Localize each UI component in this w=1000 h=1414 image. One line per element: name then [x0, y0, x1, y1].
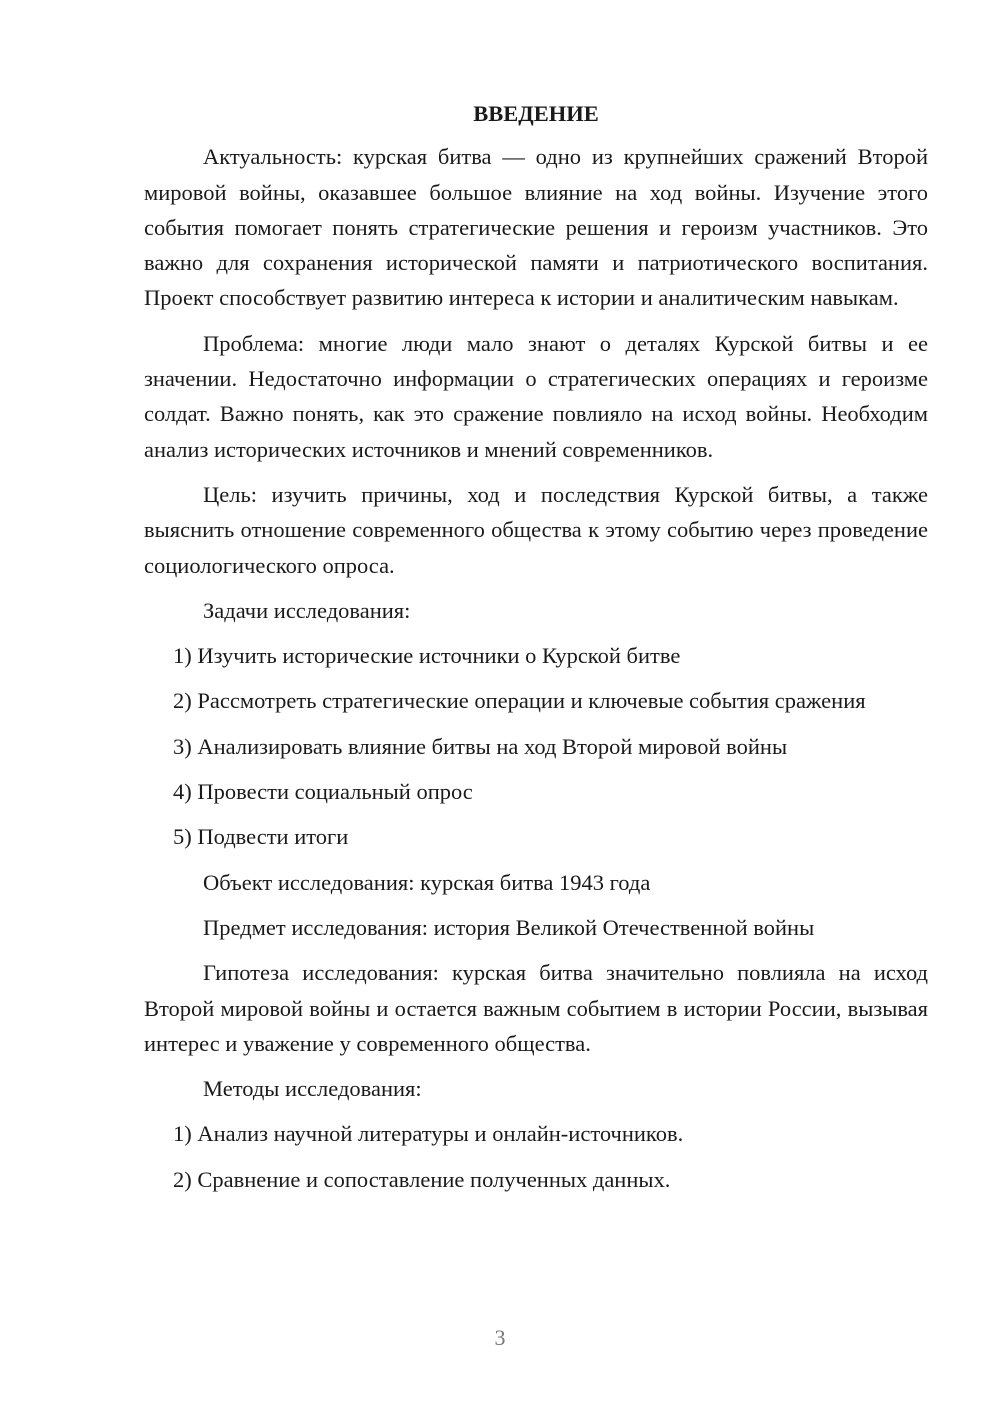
hypothesis-paragraph: Гипотеза исследования: курская битва значительно повлияла на исход Второй мировой войны и остается важным событием в истории России, вызывая интерес и уважение у современного общества. — [144, 960, 928, 1056]
task-item: 3) Анализировать влияние битвы на ход Второй мировой войны — [173, 733, 788, 759]
task-item: 1) Изучить исторические источники о Курской битве — [173, 643, 681, 669]
tasks-heading: Задачи исследования: — [203, 597, 411, 623]
page-title: ВВЕДЕНИЕ — [473, 101, 599, 126]
document-page — [144, 96, 928, 1207]
method-item: 2) Сравнение и сопоставление полученных данных. — [173, 1166, 671, 1192]
task-item: 2) Рассмотреть стратегические операции и ключевые события сражения — [173, 688, 866, 714]
goal-paragraph: Цель: изучить причины, ход и последствия Курской битвы, а также выяснить отношение современного общества к этому событию через проведение социологического опроса. — [144, 481, 928, 578]
problem-paragraph: Проблема: многие люди мало знают о деталях Курской битвы и ее значении. Недостаточно информации о стратегических операциях и героизме солдат. Важно понять, как это сражение повлияло на исход войны. Необходим анализ исторических источников и мнений современников. — [144, 330, 928, 462]
methods-heading: Методы исследования: — [203, 1076, 422, 1102]
relevance-paragraph: Актуальность: курская битва — одно из крупнейших сражений Второй мировой войны, оказавшее большое влияние на ход войны. Изучение этого события помогает понять стратегические решения и героизм участников. Это важно для сохранения исторической памяти и патриотического воспитания. Проект способствует развитию интереса к истории и аналитическим навыкам. — [144, 144, 928, 311]
method-item: 1) Анализ научной литературы и онлайн-источников. — [173, 1121, 684, 1147]
task-item: 4) Провести социальный опрос — [173, 779, 473, 805]
object-line: Объект исследования: курская битва 1943 года — [203, 869, 651, 895]
task-item: 5) Подвести итоги — [173, 824, 349, 850]
page-number: 3 — [494, 1325, 506, 1350]
subject-line: Предмет исследования: история Великой Отечественной войны — [203, 914, 815, 940]
